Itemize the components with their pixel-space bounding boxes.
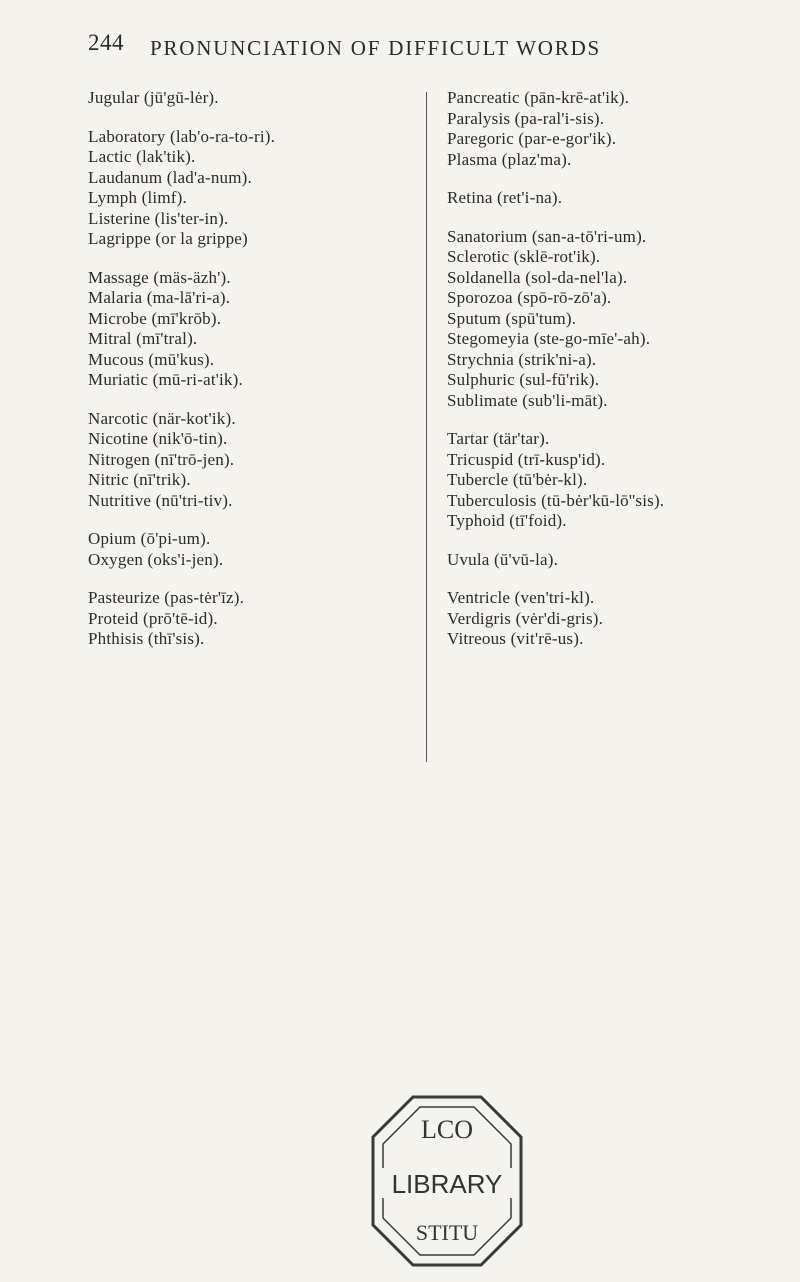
word-entry: Lymph (limf). [88,188,187,207]
word-entry: Vitreous (vit'rē-us). [447,629,584,648]
word-entry: Tubercle (tū'bėr-kl). [447,470,588,489]
word-entry: Paregoric (par-e-gor'ik). [447,129,617,148]
word-entry: Sublimate (sub'li-māt). [447,390,608,410]
word-entry: Jugular (jū'gū-lėr). [88,88,219,107]
word-entry: Laboratory (lab'o-ra-to-ri). [88,126,276,146]
page-number: 244 [88,30,124,55]
word-entry: Massage (mäs-äzh'). [88,267,231,287]
word-entry: Mucous (mū'kus). [88,349,215,369]
word-entry: Retina (ret'i-na). [447,188,563,207]
word-entry: Pancreatic (pān-krē-at'ik). [447,88,630,107]
word-entry: Mitral (mī'tral). [88,329,198,348]
word-entry: Sputum (spū'tum). [447,308,577,328]
word-entry: Soldanella (sol-da-nel'la). [447,267,628,287]
entry-group [447,588,792,650]
library-stamp-graphic [368,1092,526,1270]
word-entry: Sporozoa (spō-rō-zō'a). [447,288,612,307]
entry-group [88,88,418,109]
entry-group [447,429,792,532]
word-entry: Uvula (ū'vū-la). [447,549,559,569]
word-entry: Tuberculosis (tū-bėr'kū-lō''sis). [447,490,665,510]
stamp-top-text: LCO [421,1115,473,1144]
word-entry: Narcotic (när-kot'ik). [88,408,236,428]
word-entry: Nutritive (nū'tri-tiv). [88,490,233,510]
word-entry: Lagrippe (or la grippe) [88,229,248,248]
entry-group [88,409,418,512]
entry-group [88,268,418,391]
word-entry: Plasma (plaz'ma). [447,149,572,169]
word-entry: Laudanum (lad'a-num). [88,167,252,187]
word-entry: Nitric (nī'trik). [88,470,191,489]
word-entry: Proteid (prō'tē-id). [88,608,218,628]
word-entry: Nitrogen (nī'trō-jen). [88,449,235,469]
word-entry: Tricuspid (trī-kusp'id). [447,449,606,469]
word-entry: Nicotine (nik'ō-tin). [88,429,228,448]
entry-group [447,188,792,209]
word-entry: Muriatic (mū-ri-at'ik). [88,370,243,389]
library-stamp [368,1092,526,1270]
right-column [447,88,792,668]
word-entry: Microbe (mī'krōb). [88,308,222,328]
entry-group [88,529,418,570]
page-header-title: PRONUNCIATION OF DIFFICULT WORDS [150,36,602,60]
word-entry: Typhoid (tī'foid). [447,511,567,530]
stamp-center-text: LIBRARY [391,1169,503,1199]
word-entry: Lactic (lak'tik). [88,147,196,166]
word-entry: Oxygen (oks'i-jen). [88,549,224,569]
word-entry: Listerine (lis'ter-in). [88,208,229,228]
entry-group [447,227,792,412]
word-entry: Paralysis (pa-ral'i-sis). [447,108,605,128]
word-entry: Sanatorium (san-a-tō'ri-um). [447,226,647,246]
left-column [88,88,418,668]
word-entry: Sulphuric (sul-fū'rik). [447,370,600,389]
entry-group [447,88,792,170]
word-entry: Sclerotic (sklē-rot'ik). [447,247,601,266]
word-entry: Strychnia (strik'ni-a). [447,349,597,369]
word-entry: Tartar (tär'tar). [447,429,550,448]
stamp-bottom-text: STITU [415,1220,479,1245]
entry-group [88,588,418,650]
column-divider [426,92,427,762]
word-entry: Ventricle (ven'tri-kl). [447,588,595,607]
word-entry: Pasteurize (pas-tėr'īz). [88,588,245,607]
word-entry: Phthisis (thī'sis). [88,629,205,648]
word-entry: Malaria (ma-lā'ri-a). [88,288,231,307]
word-entry: Stegomeyia (ste-go-mīe'-ah). [447,329,651,348]
entry-group [88,127,418,250]
entry-group [447,550,792,571]
word-entry: Opium (ō'pi-um). [88,529,211,548]
word-entry: Verdigris (vėr'di-gris). [447,608,604,628]
